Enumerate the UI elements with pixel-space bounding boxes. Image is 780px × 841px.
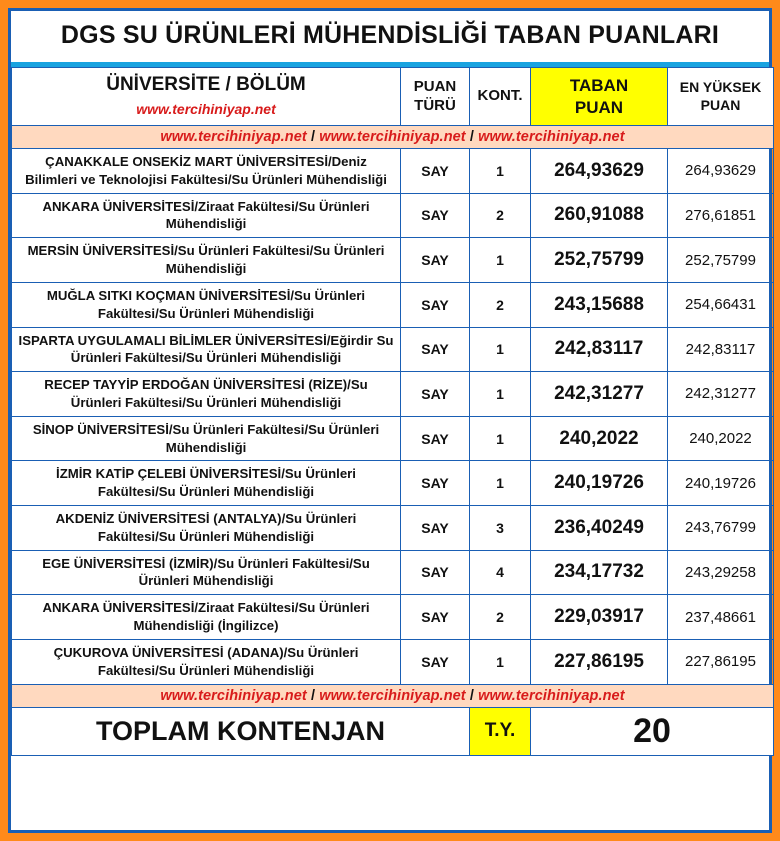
cell-en-yuksek-puan: 243,29258 [668, 550, 774, 595]
cell-taban-puan: 242,31277 [531, 372, 668, 417]
cell-puan-turu: SAY [401, 149, 470, 194]
cell-taban-puan: 240,2022 [531, 416, 668, 461]
top-website-banner [12, 126, 774, 149]
cell-university: EGE ÜNİVERSİTESİ (İZMİR)/Su Ürünleri Fakültesi/Su Ürünleri Mühendisliği [12, 550, 401, 595]
header-taban-puan [531, 68, 668, 126]
cell-en-yuksek-puan: 227,86195 [668, 639, 774, 684]
table-row [12, 149, 774, 194]
cell-university: MUĞLA SITKI KOÇMAN ÜNİVERSİTESİ/Su Ürünleri Fakültesi/Su Ürünleri Mühendisliği [12, 282, 401, 327]
table-row [12, 193, 774, 238]
header-taban-line1: TABAN [569, 76, 629, 96]
bottom-website-banner [12, 684, 774, 707]
cell-puan-turu: SAY [401, 416, 470, 461]
cell-university: MERSİN ÜNİVERSİTESİ/Su Ürünleri Fakültesi/Su Ürünleri Mühendisliği [12, 238, 401, 283]
cell-kontenjan: 1 [470, 639, 531, 684]
cell-kontenjan: 1 [470, 327, 531, 372]
cell-puan-turu: SAY [401, 238, 470, 283]
bottom-banner-cell [12, 684, 774, 707]
cell-kontenjan: 1 [470, 372, 531, 417]
cell-university: ÇUKUROVA ÜNİVERSİTESİ (ADANA)/Su Ürünleri Fakültesi/Su Ürünleri Mühendisliği [12, 639, 401, 684]
table-row [12, 416, 774, 461]
banner-site-6: www.tercihiniyap.net [478, 687, 625, 704]
header-university [12, 68, 401, 126]
header-en-yuksek-line2: PUAN [700, 96, 741, 113]
cell-taban-puan: 229,03917 [531, 595, 668, 640]
cell-en-yuksek-puan: 242,31277 [668, 372, 774, 417]
banner-site-5: www.tercihiniyap.net [319, 687, 466, 704]
cell-university: ANKARA ÜNİVERSİTESİ/Ziraat Fakültesi/Su Ürünleri Mühendisliği [12, 193, 401, 238]
cell-taban-puan: 243,15688 [531, 282, 668, 327]
cell-puan-turu: SAY [401, 372, 470, 417]
cell-puan-turu: SAY [401, 327, 470, 372]
bottom-spacer [11, 756, 769, 831]
cell-en-yuksek-puan: 242,83117 [668, 327, 774, 372]
cell-en-yuksek-puan: 240,19726 [668, 461, 774, 506]
cell-university: ÇANAKKALE ONSEKİZ MART ÜNİVERSİTESİ/Deniz Bilimleri ve Teknolojisi Fakültesi/Su Ürünleri Mühendisliği [12, 149, 401, 194]
cell-kontenjan: 3 [470, 506, 531, 551]
total-row [12, 707, 774, 755]
document-frame [8, 8, 772, 833]
cell-university: ANKARA ÜNİVERSİTESİ/Ziraat Fakültesi/Su Ürünleri Mühendisliği (İngilizce) [12, 595, 401, 640]
top-banner-cell [12, 126, 774, 149]
table-row [12, 639, 774, 684]
header-university-label: ÜNİVERSİTE / BÖLÜM [106, 74, 306, 95]
cell-puan-turu: SAY [401, 282, 470, 327]
title-bar [11, 11, 769, 67]
header-puan-turu-line2: TÜRÜ [414, 96, 456, 114]
cell-taban-puan: 240,19726 [531, 461, 668, 506]
cell-puan-turu: SAY [401, 193, 470, 238]
cell-en-yuksek-puan: 240,2022 [668, 416, 774, 461]
cell-puan-turu: SAY [401, 461, 470, 506]
table-body [12, 149, 774, 756]
cell-en-yuksek-puan: 243,76799 [668, 506, 774, 551]
table-row [12, 550, 774, 595]
cell-kontenjan: 2 [470, 193, 531, 238]
total-value: 20 [531, 707, 774, 755]
header-en-yuksek-line1: EN YÜKSEK [679, 79, 762, 95]
banner-sep-1: / [306, 129, 320, 145]
cell-en-yuksek-puan: 264,93629 [668, 149, 774, 194]
table-row [12, 238, 774, 283]
cell-en-yuksek-puan: 237,48661 [668, 595, 774, 640]
cell-kontenjan: 4 [470, 550, 531, 595]
banner-sep-3: / [306, 687, 320, 704]
table-row [12, 327, 774, 372]
banner-site-3: www.tercihiniyap.net [478, 129, 625, 145]
cell-university: İZMİR KATİP ÇELEBİ ÜNİVERSİTESİ/Su Ürünleri Fakültesi/Su Ürünleri Mühendisliği [12, 461, 401, 506]
cell-university: SİNOP ÜNİVERSİTESİ/Su Ürünleri Fakültesi/Su Ürünleri Mühendisliği [12, 416, 401, 461]
page-title: DGS SU ÜRÜNLERİ MÜHENDİSLİĞİ TABAN PUANLARI [60, 21, 720, 49]
table-row [12, 282, 774, 327]
cell-kontenjan: 1 [470, 238, 531, 283]
cell-kontenjan: 1 [470, 149, 531, 194]
cell-taban-puan: 227,86195 [531, 639, 668, 684]
cell-en-yuksek-puan: 276,61851 [668, 193, 774, 238]
cell-taban-puan: 260,91088 [531, 193, 668, 238]
total-label: TOPLAM KONTENJAN [12, 707, 470, 755]
cell-puan-turu: SAY [401, 506, 470, 551]
table-row [12, 372, 774, 417]
cell-taban-puan: 236,40249 [531, 506, 668, 551]
cell-puan-turu: SAY [401, 595, 470, 640]
banner-sep-4: / [465, 687, 479, 704]
cell-university: ISPARTA UYGULAMALI BİLİMLER ÜNİVERSİTESİ/Eğirdir Su Ürünleri Fakültesi/Su Ürünleri Mühendisliği [12, 327, 401, 372]
cell-university: AKDENİZ ÜNİVERSİTESİ (ANTALYA)/Su Ürünleri Fakültesi/Su Ürünleri Mühendisliği [12, 506, 401, 551]
cell-kontenjan: 2 [470, 595, 531, 640]
banner-site-2: www.tercihiniyap.net [319, 129, 466, 145]
banner-site-4: www.tercihiniyap.net [160, 687, 307, 704]
table-row [12, 595, 774, 640]
cell-kontenjan: 1 [470, 461, 531, 506]
banner-sep-2: / [465, 129, 479, 145]
total-type-badge: T.Y. [470, 707, 531, 755]
header-puan-turu-line1: PUAN [413, 77, 457, 95]
cell-university: RECEP TAYYİP ERDOĞAN ÜNİVERSİTESİ (RİZE)/Su Ürünleri Fakültesi/Su Ürünleri Mühendisliği [12, 372, 401, 417]
cell-taban-puan: 242,83117 [531, 327, 668, 372]
header-puan-turu [401, 68, 470, 126]
scores-table [11, 67, 774, 756]
table-row [12, 461, 774, 506]
cell-taban-puan: 252,75799 [531, 238, 668, 283]
cell-en-yuksek-puan: 252,75799 [668, 238, 774, 283]
header-kontenjan: KONT. [470, 68, 531, 126]
header-taban-line2: PUAN [574, 97, 624, 117]
cell-kontenjan: 2 [470, 282, 531, 327]
cell-en-yuksek-puan: 254,66431 [668, 282, 774, 327]
banner-site-1: www.tercihiniyap.net [160, 129, 307, 145]
cell-puan-turu: SAY [401, 550, 470, 595]
cell-kontenjan: 1 [470, 416, 531, 461]
table-header-row [12, 68, 774, 126]
cell-taban-puan: 234,17732 [531, 550, 668, 595]
table-row [12, 506, 774, 551]
header-en-yuksek-puan [668, 68, 774, 126]
cell-taban-puan: 264,93629 [531, 149, 668, 194]
cell-puan-turu: SAY [401, 639, 470, 684]
header-university-website: www.tercihiniyap.net [136, 101, 276, 117]
